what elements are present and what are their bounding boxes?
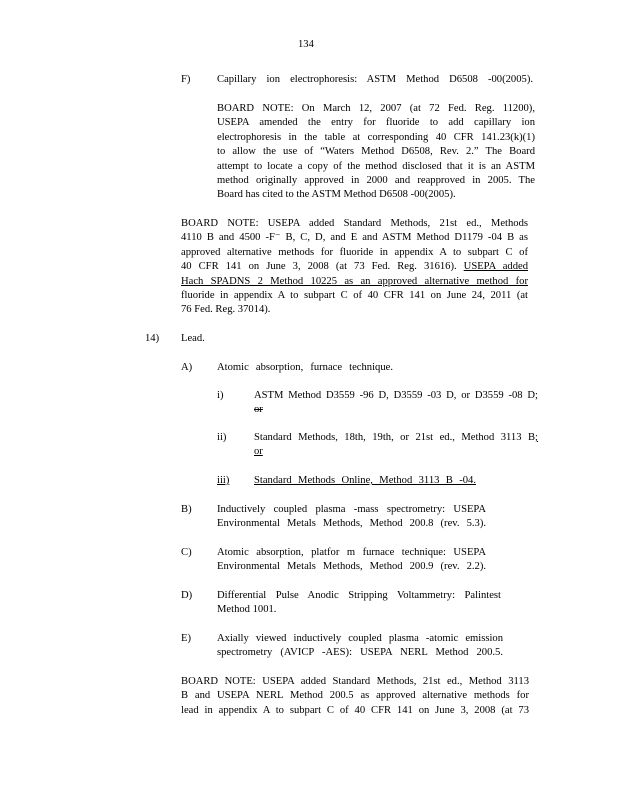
fluoride-note-line-with-insert bbox=[181, 260, 528, 274]
item-e-line: spectrometry (AVICP -AES): USEPA NERL Method 200.5. bbox=[217, 647, 503, 659]
item-d-line: Differential Pulse Anodic Stripping Voltammetry: Palintest bbox=[217, 590, 501, 601]
item-d-label: D) bbox=[181, 590, 193, 601]
lead-note-line: B and USEPA NERL Method 200.5 as approved alternative methods for bbox=[181, 690, 529, 702]
item-a-ii-line bbox=[254, 431, 538, 445]
item-f-note-line: USEPA amended the entry for fluoride to add capillary ion bbox=[217, 117, 535, 129]
item-d-line: Method 1001. bbox=[217, 604, 277, 616]
item-c-line: Atomic absorption, platfor m furnace technique: USEPA bbox=[217, 547, 486, 558]
item-a-ii-text bbox=[254, 431, 538, 460]
item-f-note-line: electrophoresis in the table at corresponding 40 CFR 141.23(k)(1) bbox=[217, 131, 535, 143]
item-b-text bbox=[217, 503, 486, 532]
item-a-ii-tail: or bbox=[254, 446, 263, 458]
fluoride-note-line: 4110 B and 4500 -F⁻ B, C, D, and E and ASTM Method D1179 -04 B as bbox=[181, 232, 528, 244]
item-c-text bbox=[217, 546, 486, 575]
fluoride-note-line-text: 40 CFR 141 on June 3, 2008 (at 73 Fed. Reg. 31616). bbox=[181, 261, 457, 273]
lead-note-line: BOARD NOTE: USEPA added Standard Methods, 21st ed., Method 3113 bbox=[181, 676, 529, 687]
item-14-label: 14) bbox=[145, 333, 160, 344]
board-note-fluoride bbox=[181, 217, 528, 318]
item-a-title-text: Atomic absorption, furnace technique. bbox=[217, 362, 393, 373]
item-f-note-line: Board has cited to the ASTM Method D6508 -00(2005). bbox=[217, 189, 456, 201]
item-a-i-text bbox=[254, 389, 538, 418]
item-f-board-note bbox=[217, 102, 535, 203]
item-f-note-line: attempt to locate a copy of the method disclosed that it is an ASTM bbox=[217, 160, 535, 172]
item-d-text bbox=[217, 589, 501, 618]
fluoride-note-line: 76 Fed. Reg. 37014). bbox=[181, 304, 271, 316]
item-a-iii-text bbox=[254, 474, 476, 488]
fluoride-note-line: BOARD NOTE: USEPA added Standard Methods, 21st ed., Methods bbox=[181, 218, 528, 229]
item-e-text bbox=[217, 632, 503, 661]
item-a-ii-inserted: ; bbox=[535, 432, 538, 443]
item-f-title-text: Capillary ion electrophoresis: ASTM Method D6508 -00(2005). bbox=[217, 74, 533, 85]
item-f-note-line: method originally approved in 2000 and reapproved in 2005. The bbox=[217, 175, 535, 187]
item-a-i-struck: or bbox=[254, 404, 263, 416]
item-e-line: Axially viewed inductively coupled plasma -atomic emission bbox=[217, 633, 503, 644]
fluoride-note-line: fluoride in appendix A to subpart C of 40 CFR 141 on June 24, 2011 (at bbox=[181, 290, 528, 302]
fluoride-inserted-text: USEPA added bbox=[463, 261, 528, 273]
item-a-iii-line: Standard Methods Online, Method 3113 B -04. bbox=[254, 475, 476, 486]
item-14-title: Lead. bbox=[181, 333, 205, 344]
item-c-line: Environmental Metals Methods, Method 200.9 (rev. 2.2). bbox=[217, 561, 486, 573]
lead-note-line: lead in appendix A to subpart C of 40 CFR 141 on June 3, 2008 (at 73 bbox=[181, 704, 529, 716]
item-b-line: Environmental Metals Methods, Method 200.8 (rev. 5.3). bbox=[217, 518, 486, 530]
item-f-title bbox=[217, 73, 533, 87]
item-a-iii-label: iii) bbox=[217, 475, 230, 486]
item-f-note-line: to allow the use of “Waters Method D6508, Rev. 2.” The Board bbox=[217, 146, 535, 158]
item-a-i-label: i) bbox=[217, 390, 224, 401]
item-a-ii-label: ii) bbox=[217, 432, 227, 443]
item-a-i-line: ASTM Method D3559 -96 D, D3559 -03 D, or D3559 -08 D; bbox=[254, 390, 538, 401]
item-b-label: B) bbox=[181, 504, 192, 515]
item-f-note-line: BOARD NOTE: On March 12, 2007 (at 72 Fed. Reg. 11200), bbox=[217, 103, 535, 114]
board-note-lead bbox=[181, 675, 529, 718]
fluoride-inserted-line: Hach SPADNS 2 Method 10225 as an approved alternative method for bbox=[181, 275, 528, 287]
item-a-label: A) bbox=[181, 362, 193, 373]
item-a-title bbox=[217, 361, 393, 375]
page-number: 134 bbox=[298, 39, 314, 50]
item-e-label: E) bbox=[181, 633, 191, 644]
item-c-label: C) bbox=[181, 547, 192, 558]
fluoride-note-line: approved alternative methods for fluoride in appendix A to subpart C of bbox=[181, 246, 528, 258]
item-a-ii-main: Standard Methods, 18th, 19th, or 21st ed., Method 3113 B bbox=[254, 432, 536, 443]
item-f-label: F) bbox=[181, 74, 191, 85]
item-b-line: Inductively coupled plasma -mass spectrometry: USEPA bbox=[217, 504, 486, 515]
